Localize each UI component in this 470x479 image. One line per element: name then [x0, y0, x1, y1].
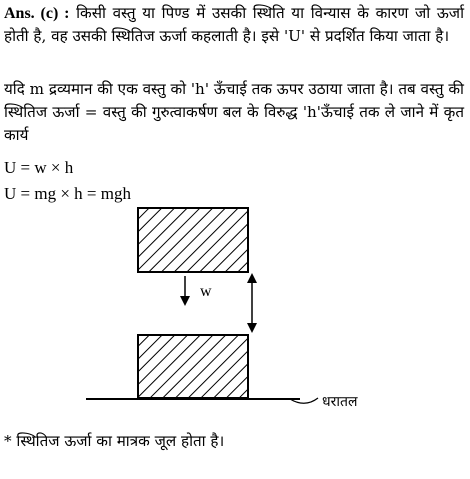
answer-label: Ans. (c) : — [4, 5, 70, 22]
height-arrow-top — [247, 273, 257, 283]
height-arrow-bottom — [247, 323, 257, 333]
explanation-paragraph: यदि m द्रव्यमान की एक वस्तु को 'h' ऊँचाई तक ऊपर उठाया जाता है। तब वस्तु की स्थितिज ऊर्जा = वस्तु की गुरुत्वाकर्षण बल के विरुद्ध 'h'ऊँचाई तक ले जाने में कृत कार्य — [4, 80, 464, 144]
ground-block — [138, 335, 248, 398]
equation-work: U = w × h — [4, 158, 74, 177]
raised-block — [138, 208, 248, 272]
ground-label: धरातल — [322, 394, 358, 410]
weight-label: w — [200, 283, 212, 300]
equation-mgh: U = mg × h = mgh — [4, 184, 131, 203]
unit-note: * स्थितिज ऊर्जा का मात्रक जूल होता है। — [4, 432, 225, 450]
definition-text: किसी वस्तु या पिण्ड में उसकी स्थिति या विन्यास के कारण जो ऊर्जा होती है, वह उसकी स्थितिज ऊर्जा कहलाती है। इसे 'U' से प्रदर्शित किया जाता है। — [4, 4, 465, 45]
weight-arrow-head — [180, 296, 190, 306]
